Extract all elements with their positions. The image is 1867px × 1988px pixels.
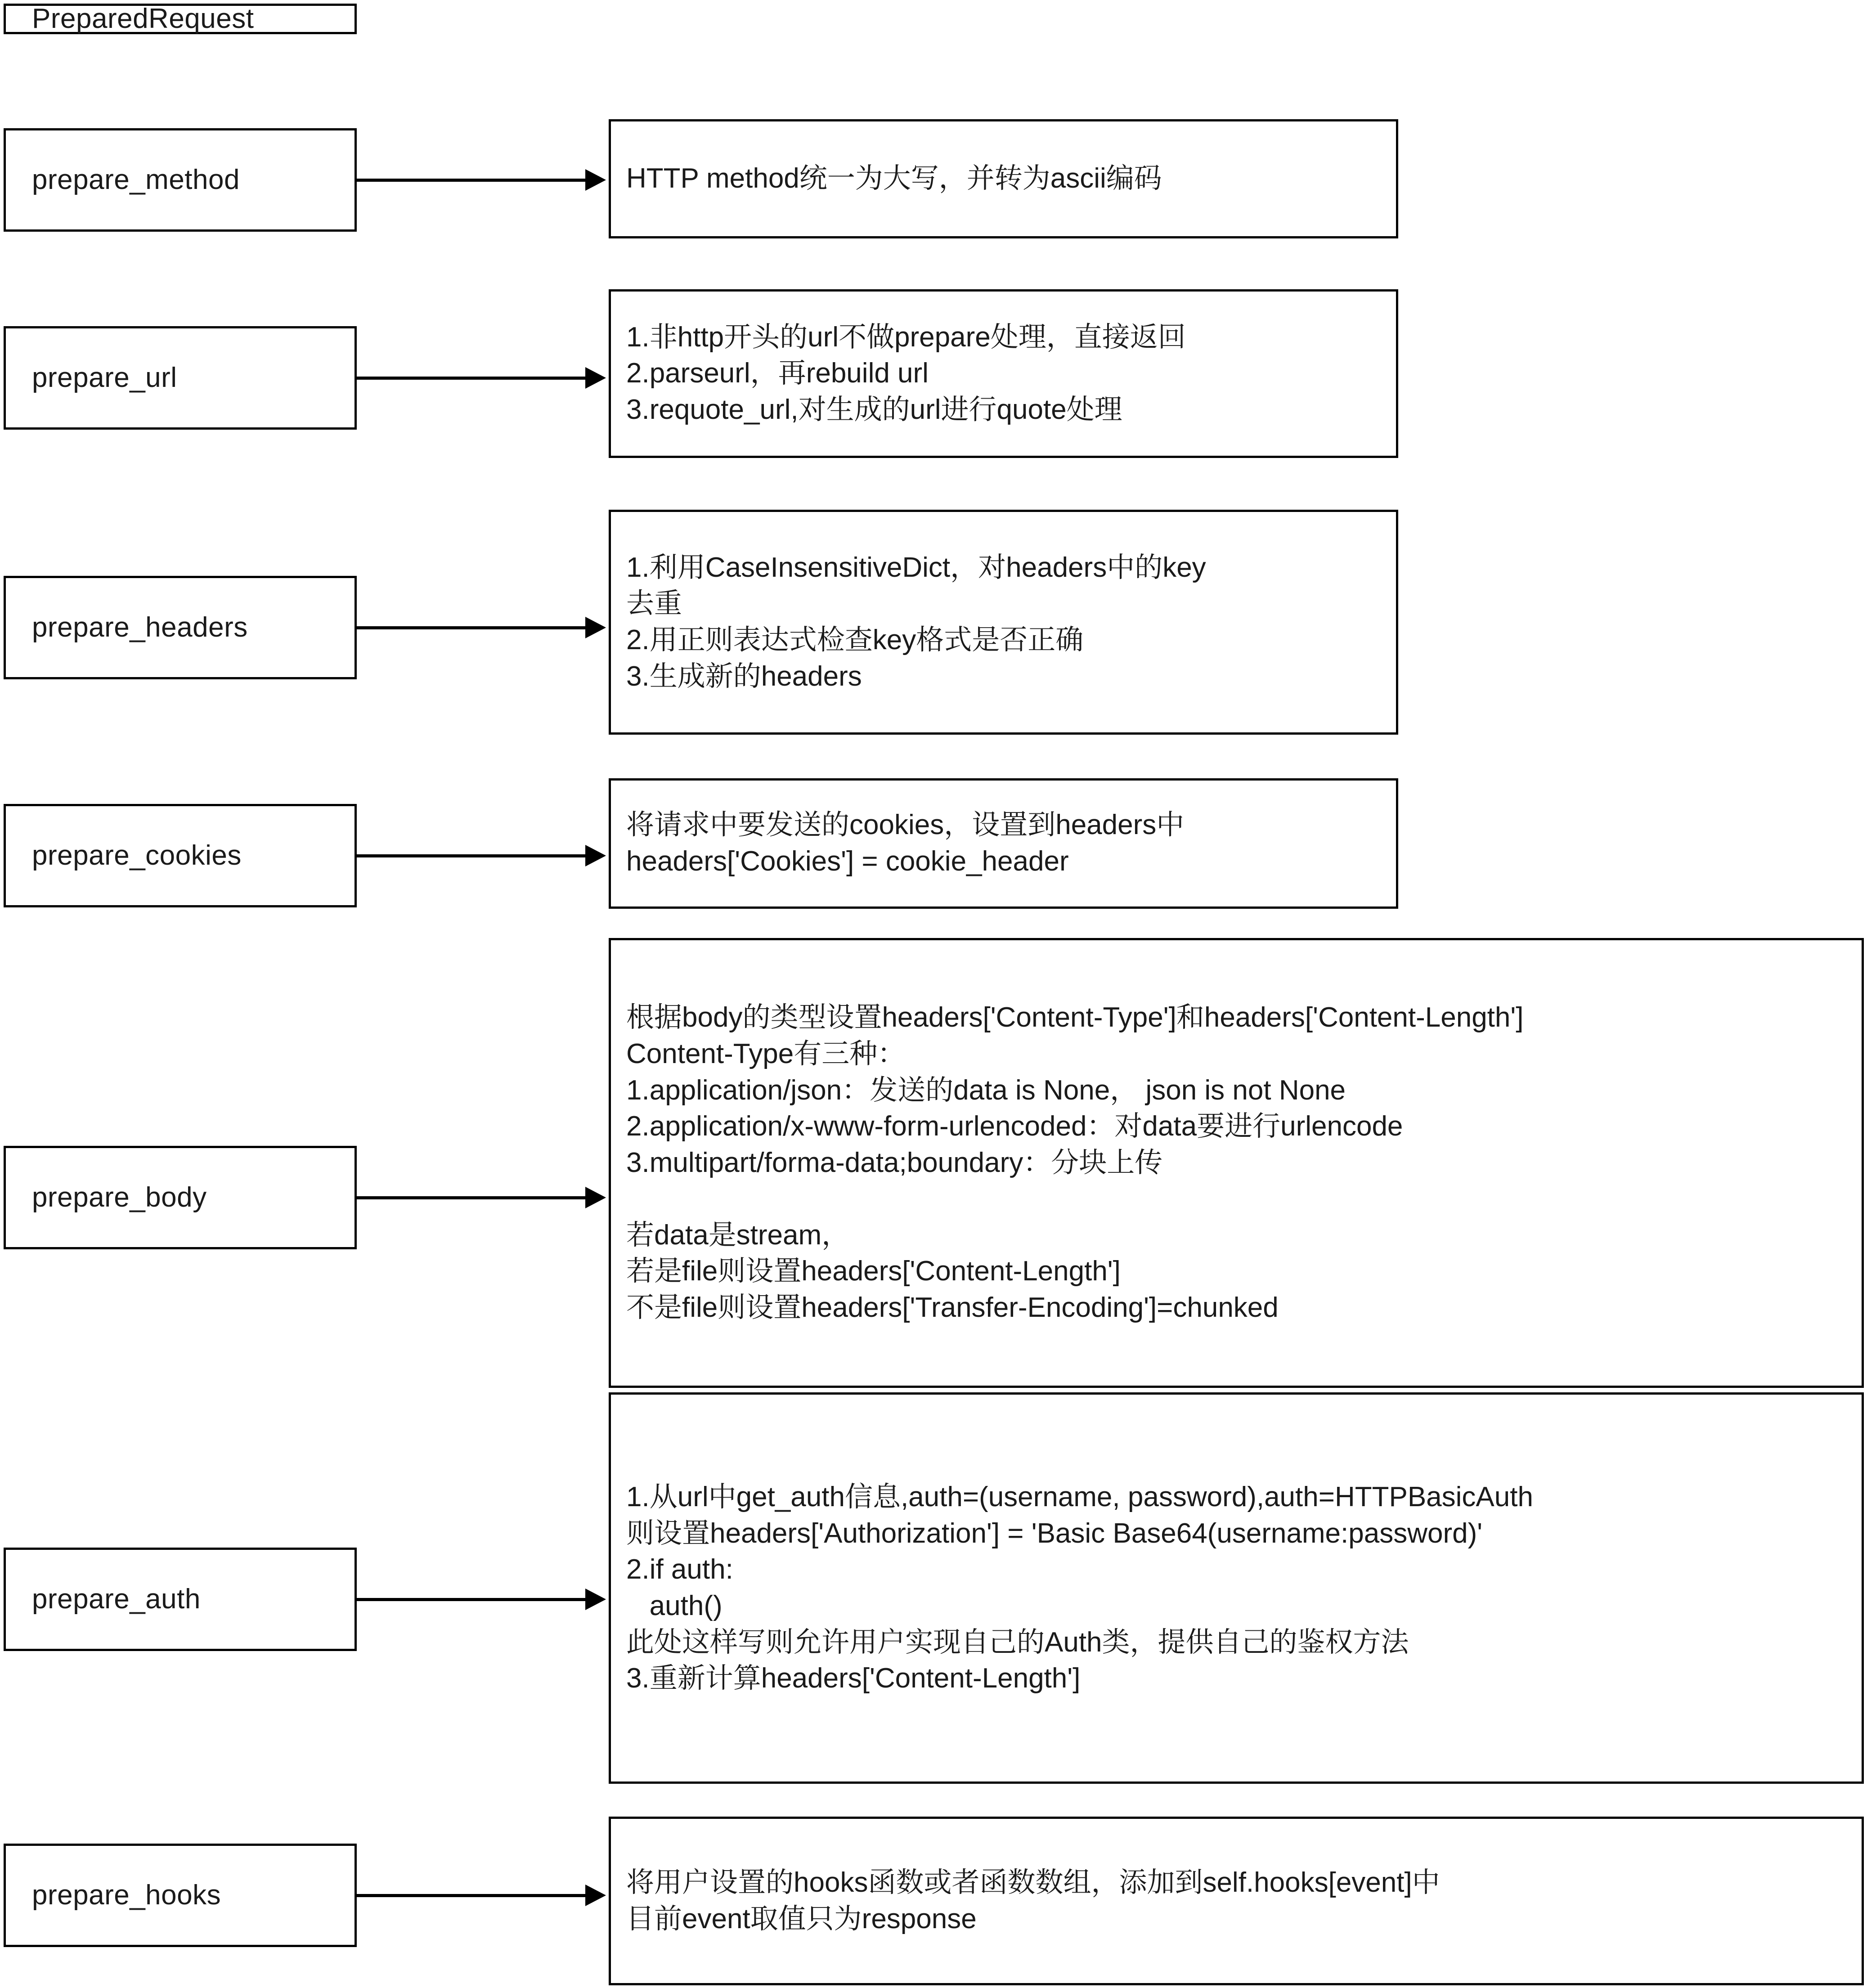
detail-line: 1.从url中get_auth信息,auth=(username, password),auth=HTTPBasicAuth <box>626 1481 1533 1513</box>
node-prepared-request-label: PreparedRequest <box>32 3 254 35</box>
node-prepared-request[interactable] <box>4 4 357 34</box>
node-prepare-hooks-label: prepare_hooks <box>32 1880 221 1911</box>
detail-line: 2.if auth: <box>626 1554 733 1585</box>
detail-line: 目前event取值只为response <box>626 1903 977 1934</box>
detail-line: 1.application/json：发送的data is None， json is not None <box>626 1074 1346 1106</box>
detail-prepare-auth-text <box>626 1479 1846 1697</box>
detail-prepare-headers-text <box>626 550 1381 695</box>
detail-line <box>626 1181 1846 1217</box>
detail-line: 3.重新计算headers['Content-Length'] <box>626 1663 1081 1694</box>
node-prepare-auth[interactable] <box>4 1548 357 1651</box>
detail-line: 1.利用CaseInsensitiveDict，对headers中的key <box>626 552 1206 583</box>
connector-prepare-url <box>357 367 609 389</box>
connector-prepare-body <box>357 1187 609 1208</box>
detail-line: 若是file则设置headers['Content-Length'] <box>626 1256 1121 1287</box>
connector-prepare-hooks <box>357 1885 609 1906</box>
detail-line: 2.用正则表达式检查key格式是否正确 <box>626 624 1084 655</box>
detail-line: 根据body的类型设置headers['Content-Type']和headers['Content-Length'] <box>626 1002 1524 1033</box>
detail-prepare-url <box>609 289 1398 458</box>
node-prepare-body[interactable] <box>4 1146 357 1249</box>
detail-line: Content-Type有三种： <box>626 1038 906 1069</box>
detail-prepare-body <box>609 938 1864 1388</box>
node-prepare-url[interactable] <box>4 326 357 430</box>
detail-prepare-hooks-text <box>626 1865 1846 1937</box>
detail-prepare-cookies <box>609 778 1398 909</box>
node-prepare-cookies-label: prepare_cookies <box>32 840 242 871</box>
detail-line: 不是file则设置headers['Transfer-Encoding']=chunked <box>626 1292 1279 1324</box>
node-prepare-method-label: prepare_method <box>32 164 240 196</box>
node-prepare-cookies[interactable] <box>4 804 357 907</box>
detail-prepare-cookies-text <box>626 807 1381 880</box>
detail-line: 将请求中要发送的cookies，设置到headers中 <box>626 809 1185 841</box>
connector-prepare-auth <box>357 1589 609 1610</box>
node-prepare-headers[interactable] <box>4 576 357 679</box>
detail-prepare-url-text <box>626 319 1381 428</box>
connector-prepare-method <box>357 169 609 191</box>
detail-line: 1.非http开头的url不做prepare处理，直接返回 <box>626 321 1186 353</box>
detail-line: 去重 <box>626 588 682 619</box>
detail-line: 2.parseurl，再rebuild url <box>626 358 929 389</box>
detail-line: 则设置headers['Authorization'] = 'Basic Base64(username:password)' <box>626 1517 1483 1549</box>
detail-line: 2.application/x-www-form-urlencoded：对data要进行urlencode <box>626 1111 1403 1142</box>
detail-line: 3.requote_url,对生成的url进行quote处理 <box>626 394 1122 425</box>
connector-prepare-cookies <box>357 845 609 866</box>
detail-prepare-headers <box>609 510 1398 735</box>
connector-prepare-headers <box>357 617 609 638</box>
detail-line: auth() <box>626 1590 723 1621</box>
node-prepare-body-label: prepare_body <box>32 1182 207 1213</box>
detail-line: headers['Cookies'] = cookie_header <box>626 846 1069 877</box>
detail-line: 此处这样写则允许用户实现自己的Auth类，提供自己的鉴权方法 <box>626 1626 1409 1658</box>
detail-prepare-method <box>609 119 1398 238</box>
detail-line: 3.生成新的headers <box>626 660 862 692</box>
detail-line: 若data是stream， <box>626 1219 850 1251</box>
detail-line: 3.multipart/forma-data;boundary：分块上传 <box>626 1147 1163 1178</box>
detail-prepare-method-text <box>626 161 1381 197</box>
detail-line: HTTP method统一为大写，并转为ascii编码 <box>626 163 1162 194</box>
detail-line: 将用户设置的hooks函数或者函数数组，添加到self.hooks[event]中 <box>626 1867 1440 1898</box>
node-prepare-method[interactable] <box>4 128 357 232</box>
node-prepare-auth-label: prepare_auth <box>32 1584 201 1615</box>
node-prepare-hooks[interactable] <box>4 1844 357 1947</box>
detail-prepare-hooks <box>609 1817 1864 1985</box>
node-prepare-url-label: prepare_url <box>32 362 177 394</box>
node-prepare-headers-label: prepare_headers <box>32 612 248 643</box>
detail-prepare-auth <box>609 1392 1864 1784</box>
detail-prepare-body-text <box>626 1000 1846 1326</box>
